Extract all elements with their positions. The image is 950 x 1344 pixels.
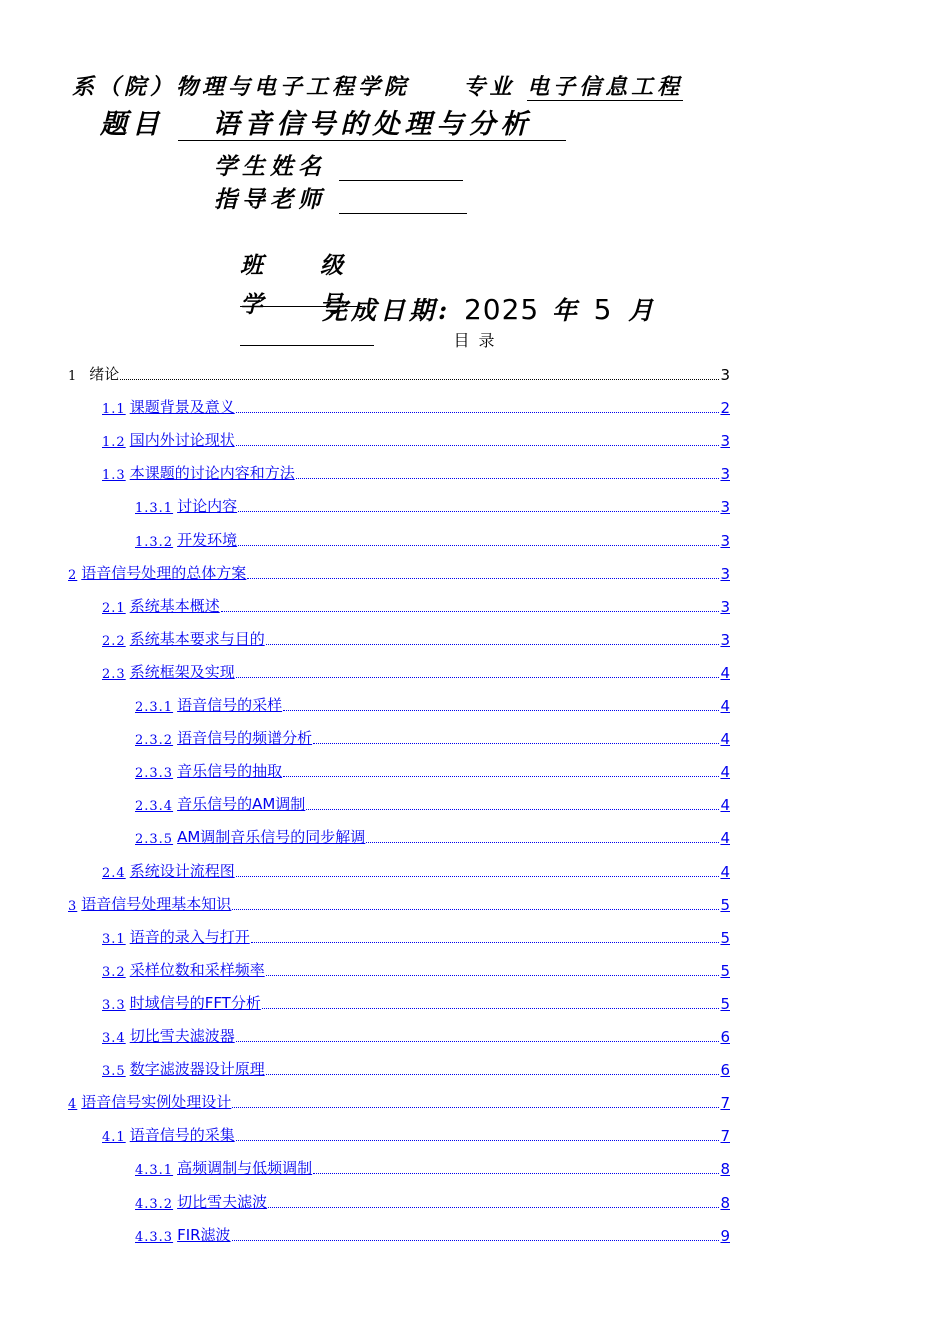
toc-leader-dots	[232, 909, 719, 910]
toc-entry-title: 语音的录入与打开	[129, 928, 250, 946]
toc-entry-page: 4	[720, 763, 730, 781]
toc-leader-dots	[283, 710, 719, 711]
toc-entry-number: 2.1	[102, 601, 126, 616]
toc-entry[interactable]	[135, 1223, 730, 1245]
toc-entry-title: 本课题的讨论内容和方法	[129, 464, 295, 482]
toc-entry-page: 3	[720, 532, 730, 550]
toc-entry-number: 1.1	[102, 402, 126, 417]
toc-entry-number: 4	[68, 1097, 78, 1112]
toc-leader-dots	[236, 412, 720, 413]
toc-entry-title: 课题背景及意义	[129, 398, 235, 416]
toc-entry-number: 2.4	[102, 866, 126, 881]
toc-entry[interactable]	[102, 627, 730, 649]
toc-entry-number: 2.3	[102, 667, 126, 682]
toc-entry-title: 切比雪夫滤波器	[129, 1027, 235, 1045]
advisor-label: 指导老师	[214, 186, 326, 213]
toc-entry-title: 音乐信号的AM调制	[177, 795, 306, 813]
toc-entry-number: 3.4	[102, 1031, 126, 1046]
toc-entry-number: 2.3.1	[135, 700, 174, 715]
toc-entry-title: 采样位数和采样频率	[129, 961, 265, 979]
toc-entry-page: 7	[720, 1094, 730, 1112]
toc-entry[interactable]	[135, 726, 730, 748]
topic-line	[100, 102, 566, 141]
toc-entry[interactable]	[68, 561, 730, 583]
toc-leader-dots	[313, 1173, 719, 1174]
toc-leader-dots	[236, 677, 720, 678]
toc-leader-dots	[236, 445, 720, 446]
toc-leader-dots	[251, 942, 720, 943]
toc-entry[interactable]	[102, 1057, 730, 1079]
toc-leader-dots	[232, 1240, 720, 1241]
toc-entry-page: 6	[720, 1028, 730, 1046]
toc-leader-dots	[221, 611, 720, 612]
toc-leader-dots	[296, 478, 720, 479]
toc-entry[interactable]	[135, 792, 730, 814]
toc-entry-page: 4	[720, 664, 730, 682]
toc-entry-title: 语音信号处理的总体方案	[81, 564, 247, 582]
toc-entry-number: 3.3	[102, 998, 126, 1013]
toc-entry-page: 8	[720, 1160, 730, 1178]
toc-entry-page: 3	[720, 498, 730, 516]
toc-entry[interactable]	[135, 1190, 730, 1212]
toc-entry-number: 2.3.5	[135, 832, 174, 847]
toc-leader-dots	[262, 1008, 720, 1009]
toc-entry-number: 3.1	[102, 932, 126, 947]
toc-entry-page: 4	[720, 829, 730, 847]
toc-title: 目 录	[453, 331, 497, 350]
toc-entry-page: 3	[720, 598, 730, 616]
toc-entry-number: 2.2	[102, 634, 126, 649]
month-char: 月	[628, 296, 658, 325]
toc-entry[interactable]	[135, 1156, 730, 1178]
toc-entry-page: 4	[720, 697, 730, 715]
toc-entry-title: 系统基本概述	[129, 597, 220, 615]
topic-value-text: 语音信号的处理与分析	[212, 109, 533, 140]
toc-entry-title: 音乐信号的抽取	[177, 762, 283, 780]
toc-entry-number: 3	[68, 899, 78, 914]
student-id-label: 学 号	[240, 291, 349, 318]
toc-entry-number: 1.2	[102, 435, 126, 450]
toc-entry[interactable]	[102, 1123, 730, 1145]
toc-entry-page: 3	[720, 631, 730, 649]
toc-entry-number: 1.3.1	[135, 501, 174, 516]
toc-entry-page: 8	[720, 1194, 730, 1212]
toc-entry[interactable]	[102, 1024, 730, 1046]
toc-entry-number: 1.3.2	[135, 535, 174, 550]
toc-leader-dots	[266, 644, 720, 645]
toc-leader-dots	[313, 743, 719, 744]
toc-entry[interactable]	[102, 991, 730, 1013]
toc-entry-number: 2.3.4	[135, 799, 174, 814]
advisor-field[interactable]	[339, 191, 467, 214]
toc-entry-title: 切比雪夫滤波	[177, 1193, 268, 1211]
completion-date	[322, 291, 657, 327]
toc-leader-dots	[120, 379, 719, 380]
student-name-line	[214, 148, 463, 181]
toc-entry-title: 时域信号的FFT分析	[129, 994, 261, 1012]
toc-leader-dots	[232, 1107, 719, 1108]
topic-value	[178, 109, 566, 141]
toc-entry[interactable]	[102, 925, 730, 947]
toc-entry-page: 6	[720, 1061, 730, 1079]
toc-entry-title: 开发环境	[177, 531, 238, 549]
toc-entry[interactable]	[102, 859, 730, 881]
toc-entry-title: 语音信号的采集	[129, 1126, 235, 1144]
toc-entry-number: 2.3.3	[135, 766, 174, 781]
major-label: 专业	[463, 74, 516, 100]
toc-entry-title: 系统设计流程图	[129, 862, 235, 880]
toc-entry[interactable]	[102, 660, 730, 682]
student-name-label: 学生姓名	[214, 153, 326, 180]
toc-entry-number: 3.5	[102, 1064, 126, 1079]
class-label: 班 级	[240, 252, 349, 279]
year-char: 年	[551, 296, 581, 325]
toc-entry-page: 2	[720, 399, 730, 417]
toc-entry-title: 语音信号的采样	[177, 696, 283, 714]
toc-entry-title: 语音信号的频谱分析	[177, 729, 313, 747]
toc-entry-number: 1	[68, 369, 78, 384]
toc-leader-dots	[236, 876, 720, 877]
toc-entry-page: 4	[720, 730, 730, 748]
toc-entry-title: 讨论内容	[177, 497, 238, 515]
toc-entry[interactable]	[135, 759, 730, 781]
toc-entry-title: 高频调制与低频调制	[177, 1159, 313, 1177]
toc-leader-dots	[306, 809, 719, 810]
topic-label: 题目	[100, 109, 164, 140]
department-line	[72, 70, 683, 101]
toc-leader-dots	[236, 1041, 720, 1042]
toc-entry[interactable]	[135, 528, 730, 550]
toc-entry[interactable]	[102, 958, 730, 980]
toc-entry[interactable]	[68, 1090, 730, 1112]
toc-entry-number: 4.3.2	[135, 1197, 174, 1212]
toc-entry[interactable]	[102, 395, 730, 417]
toc-leader-dots	[266, 975, 720, 976]
toc-entry-number: 2	[68, 568, 78, 583]
toc-entry-number: 1.3	[102, 468, 126, 483]
toc-entry-title: 数字滤波器设计原理	[129, 1060, 265, 1078]
toc-entry-number: 2.3.2	[135, 733, 174, 748]
major-value: 电子信息工程	[527, 74, 684, 100]
toc-entry-title: AM调制音乐信号的同步解调	[177, 828, 366, 846]
toc-entry	[68, 362, 730, 384]
toc-entry-page: 3	[720, 565, 730, 583]
toc-entry[interactable]	[135, 825, 730, 847]
advisor-line	[214, 181, 467, 214]
toc-entry[interactable]	[135, 693, 730, 715]
toc-entry-number: 3.2	[102, 965, 126, 980]
toc-entry-title: 语音信号处理基本知识	[81, 895, 232, 913]
toc-entry-number: 4.1	[102, 1130, 126, 1145]
toc-entry-page: 5	[720, 929, 730, 947]
completion-label: 完成日期:	[322, 296, 452, 325]
toc-leader-dots	[238, 545, 719, 546]
toc-entry[interactable]	[135, 494, 730, 516]
completion-month: 5	[593, 293, 616, 326]
toc-entry[interactable]	[102, 594, 730, 616]
toc-entry-page: 3	[720, 465, 730, 483]
toc-leader-dots	[266, 1074, 720, 1075]
student-name-field[interactable]	[339, 158, 463, 181]
toc-entry[interactable]	[102, 428, 730, 450]
toc-entry-title: 绪论	[89, 365, 120, 383]
toc-leader-dots	[236, 1140, 720, 1141]
toc-entry-number: 4.3.1	[135, 1163, 174, 1178]
toc-entry-page: 9	[720, 1227, 730, 1245]
toc-entry-title: 系统基本要求与目的	[129, 630, 265, 648]
toc-entry[interactable]	[68, 892, 730, 914]
toc-entry-page: 5	[720, 896, 730, 914]
toc-entry-title: FIR滤波	[177, 1226, 231, 1244]
toc-leader-dots	[366, 842, 719, 843]
department-value: 物理与电子工程学院	[176, 74, 411, 100]
toc-entry-title: 语音信号实例处理设计	[81, 1093, 232, 1111]
department-label: 系（院）	[72, 74, 177, 100]
toc-leader-dots	[238, 511, 719, 512]
toc-entry[interactable]	[102, 461, 730, 483]
toc-entry-page: 5	[720, 962, 730, 980]
toc-entry-page: 7	[720, 1127, 730, 1145]
toc-entry-page: 5	[720, 995, 730, 1013]
toc-entry-page: 3	[720, 432, 730, 450]
toc-leader-dots	[247, 578, 719, 579]
toc-entry-page: 3	[720, 366, 730, 384]
toc-entry-title: 国内外讨论现状	[129, 431, 235, 449]
toc-leader-dots	[268, 1207, 719, 1208]
toc-entry-number: 4.3.3	[135, 1230, 174, 1245]
completion-year: 2025	[463, 293, 540, 326]
toc-entry-title: 系统框架及实现	[129, 663, 235, 681]
toc-leader-dots	[283, 776, 719, 777]
toc-entry-page: 4	[720, 796, 730, 814]
toc-entry-page: 4	[720, 863, 730, 881]
